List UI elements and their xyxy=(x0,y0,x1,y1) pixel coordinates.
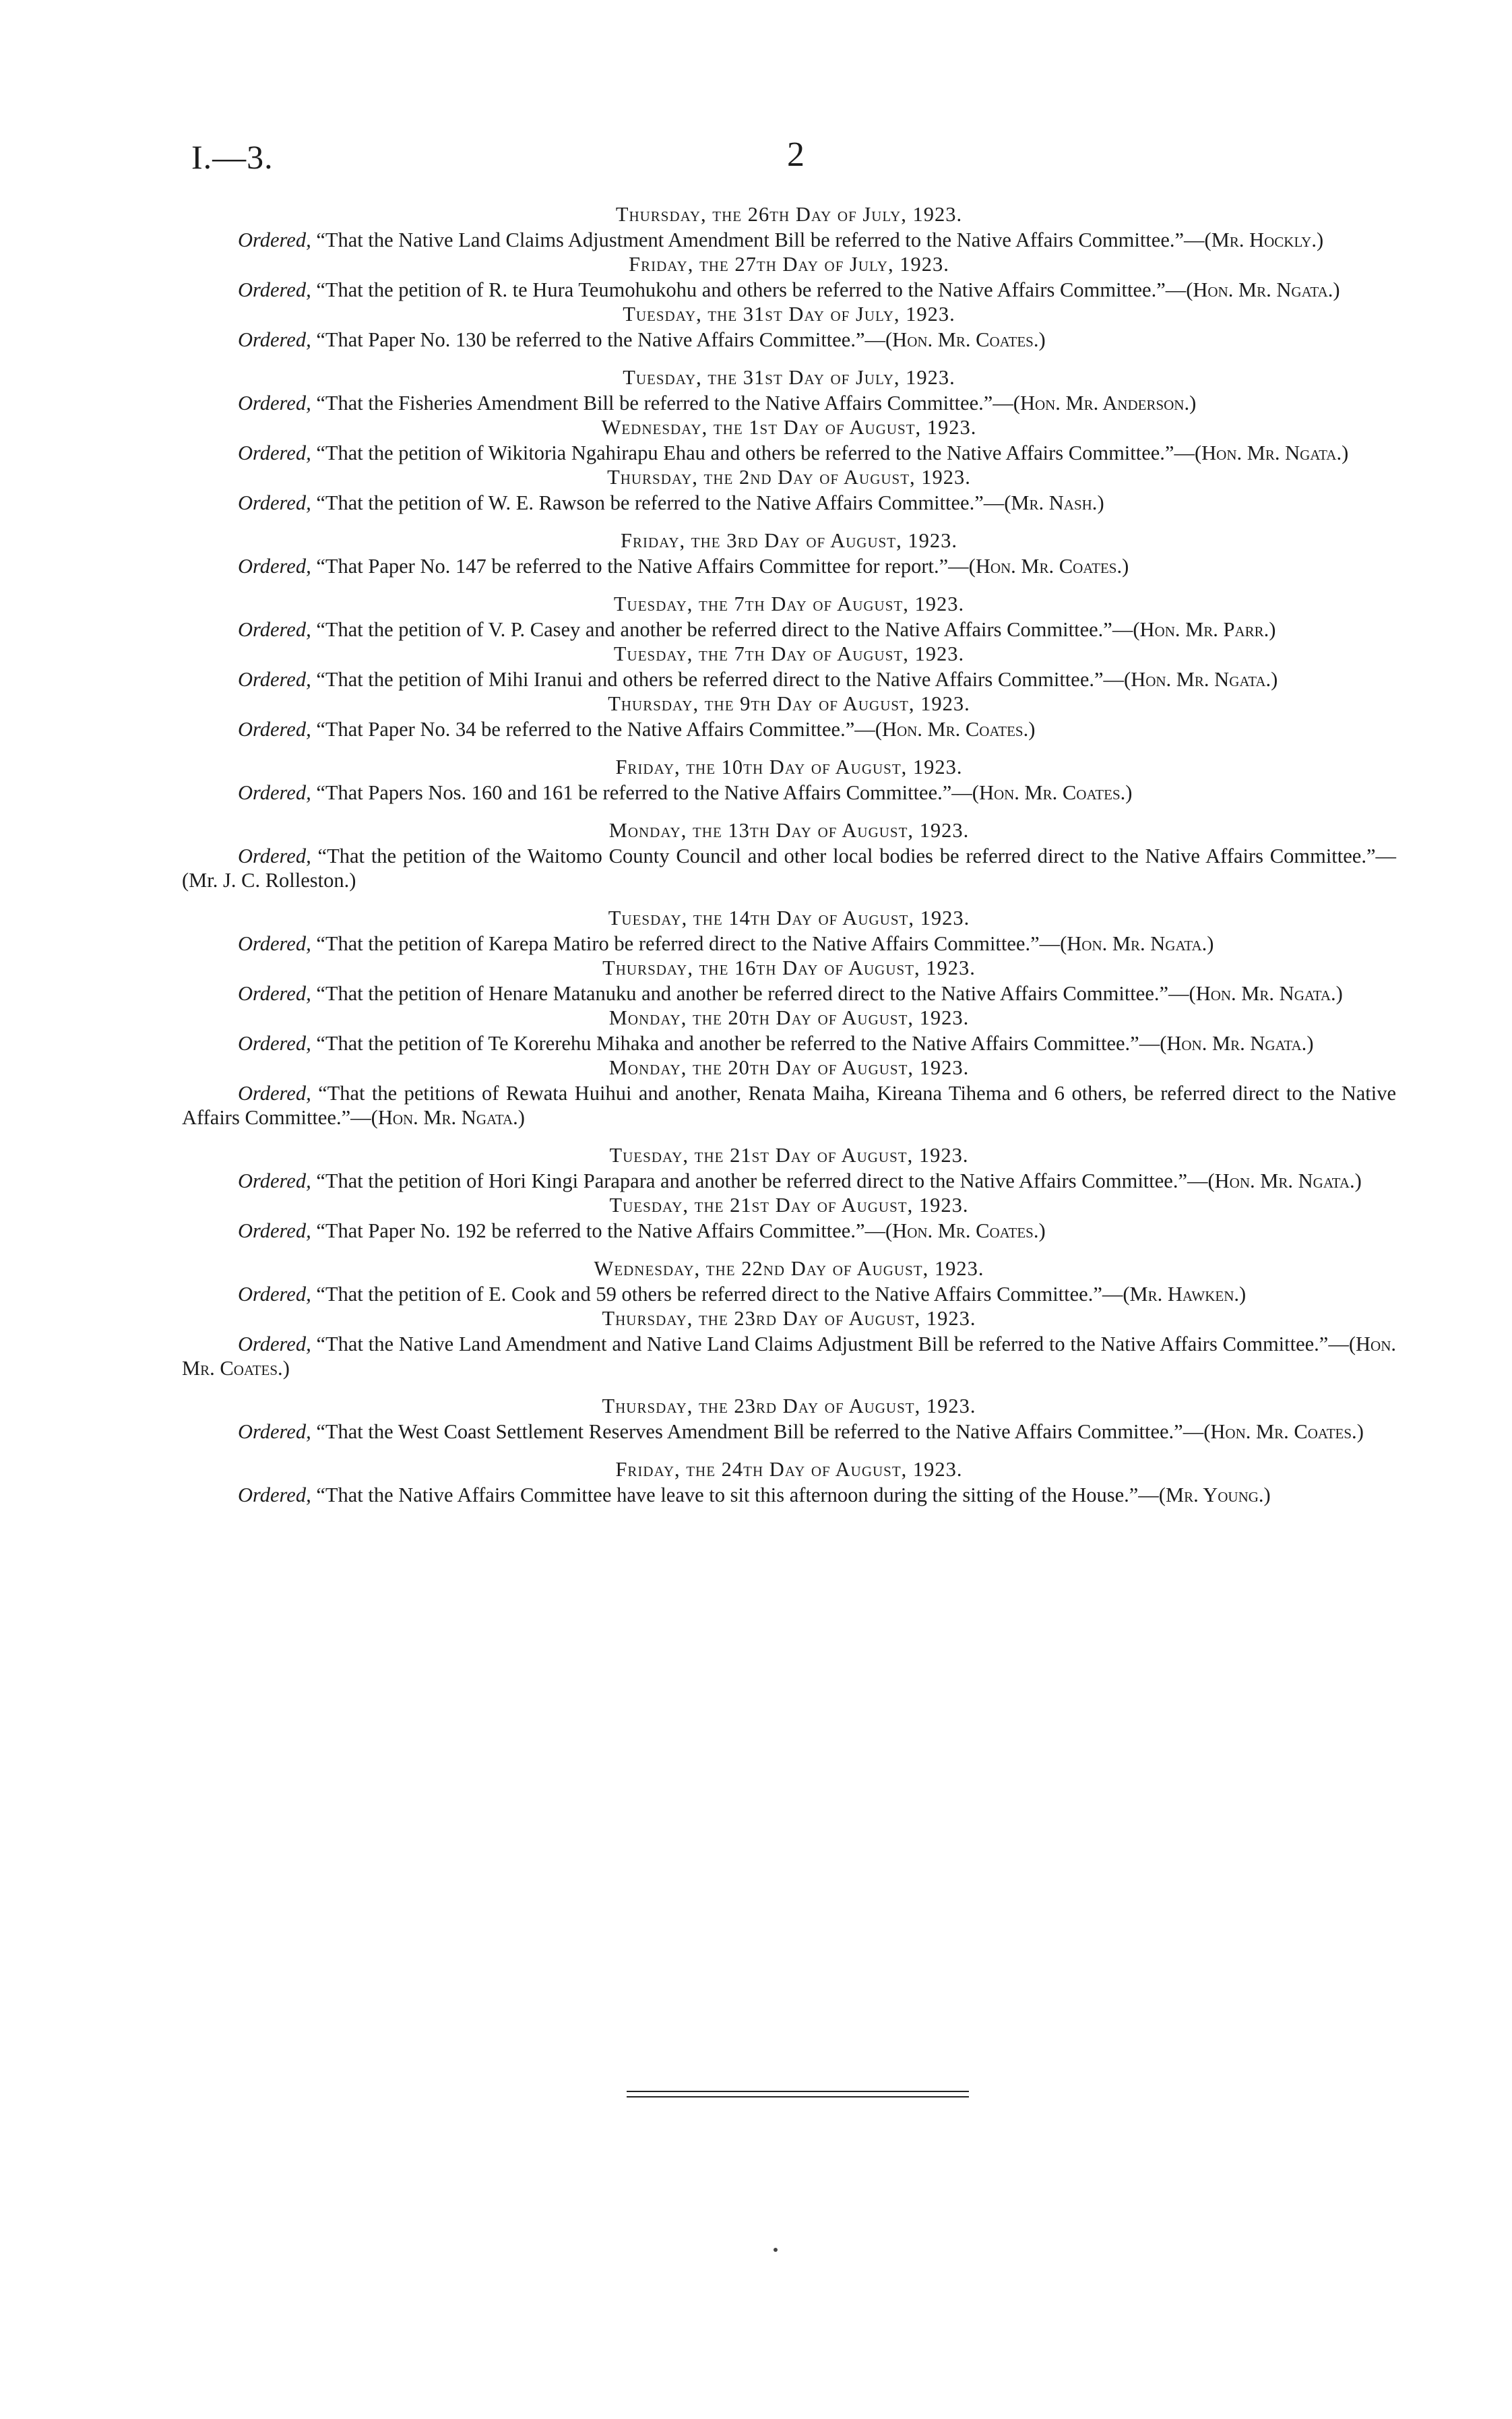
ordered-label: Ordered, xyxy=(238,328,311,351)
order-entry xyxy=(182,956,1396,1006)
closing-paren: ) xyxy=(1356,1420,1364,1443)
mover-name: Hon. Mr. Coates. xyxy=(978,781,1126,804)
ordered-label: Ordered, xyxy=(238,1483,311,1506)
mover-name: Hon. Mr. Anderson. xyxy=(1019,392,1190,415)
entry-date: Tuesday, the 7th Day of August, 1923. xyxy=(613,592,965,615)
entry-date: Friday, the 24th Day of August, 1923. xyxy=(615,1458,963,1481)
entry-date: Wednesday, the 1st Day of August, 1923. xyxy=(601,416,977,439)
entry-date: Friday, the 3rd Day of August, 1923. xyxy=(620,529,958,552)
order-entry xyxy=(182,1193,1396,1243)
order-body: “That the petition of Mihi Iranui and others be referred direct to the Native Affairs Committee.”—( xyxy=(311,668,1131,691)
order-body: “That Papers Nos. 160 and 161 be referred to the Native Affairs Committee.”—( xyxy=(311,781,979,804)
entry-text xyxy=(182,780,1396,805)
order-entry xyxy=(182,755,1396,805)
entry-text xyxy=(182,491,1396,515)
mover-name: Hon. Mr. Coates. xyxy=(892,1219,1039,1242)
order-body: “That the petition of R. te Hura Teumohukohu and others be referred to the Native Affairs Committee.”—( xyxy=(311,278,1193,301)
mover-name: Hon. Mr. Coates. xyxy=(1210,1420,1357,1443)
mover-name: Hon. Mr. Ngata. xyxy=(1195,982,1336,1005)
order-body: “That the petition of W. E. Rawson be referred to the Native Affairs Committee.”—( xyxy=(311,491,1011,514)
order-body: “That the petition of Karepa Matiro be referred direct to the Native Affairs Committee.”—( xyxy=(311,932,1067,955)
entry-text xyxy=(182,1031,1396,1055)
order-body: “That the petition of V. P. Casey and another be referred direct to the Native Affairs Committee.”—( xyxy=(311,618,1140,641)
ordered-label: Ordered, xyxy=(238,392,311,415)
mover-name: Mr. Nash. xyxy=(1011,491,1098,514)
order-entry xyxy=(182,1457,1396,1507)
entry-date: Monday, the 20th Day of August, 1923. xyxy=(608,1006,970,1029)
entry-text xyxy=(182,1483,1396,1507)
order-body: “That the petition of Henare Matanuku and another be referred direct to the Native Affairs Committee.”—( xyxy=(311,982,1196,1005)
order-entry xyxy=(182,1256,1396,1306)
mover-name: Hon. Mr. Ngata. xyxy=(1166,1032,1307,1055)
mover-name: Hon. Mr. Ngata. xyxy=(1131,668,1271,691)
page-number: 2 xyxy=(787,135,805,174)
order-entry xyxy=(182,1055,1396,1130)
ordered-label: Ordered, xyxy=(238,932,311,955)
order-entry xyxy=(182,1143,1396,1193)
ordered-label: Ordered, xyxy=(238,845,311,867)
entry-date: Friday, the 27th Day of July, 1923. xyxy=(629,253,949,276)
ordered-label: Ordered, xyxy=(238,491,311,514)
mover-name: Hon. Mr. Parr. xyxy=(1139,618,1269,641)
order-entry xyxy=(182,1394,1396,1444)
closing-paren: ) xyxy=(1097,491,1104,514)
end-rule xyxy=(627,2091,969,2098)
order-body: “That Paper No. 147 be referred to the Native Affairs Committee for report.”—( xyxy=(311,555,976,578)
order-entry xyxy=(182,1006,1396,1055)
ordered-label: Ordered, xyxy=(238,618,311,641)
mover-name: Mr. Hawken. xyxy=(1129,1283,1240,1306)
entry-date: Thursday, the 23rd Day of August, 1923. xyxy=(602,1307,976,1330)
closing-paren: ) xyxy=(1306,1032,1314,1055)
entry-date: Friday, the 10th Day of August, 1923. xyxy=(615,756,963,778)
entry-text xyxy=(182,391,1396,415)
entry-text xyxy=(182,981,1396,1006)
entry-date: Tuesday, the 21st Day of August, 1923. xyxy=(609,1144,969,1167)
entry-text xyxy=(182,1419,1396,1444)
entry-date: Thursday, the 2nd Day of August, 1923. xyxy=(607,466,971,489)
entry-date: Thursday, the 26th Day of July, 1923. xyxy=(615,203,963,226)
closing-paren: ) xyxy=(1207,932,1214,955)
closing-paren: ) xyxy=(1271,668,1278,691)
closing-paren: ) xyxy=(1316,228,1324,251)
order-list xyxy=(182,202,1396,1507)
mover-name: Hon. Mr. Ngata. xyxy=(1067,932,1207,955)
closing-paren: ) xyxy=(1263,1483,1271,1506)
order-entry xyxy=(182,465,1396,515)
page-reference: I.—3. xyxy=(191,138,274,176)
closing-paren: ) xyxy=(1239,1283,1247,1306)
mover-name: Hon. Mr. Ngata. xyxy=(1201,441,1342,464)
order-entry xyxy=(182,528,1396,578)
order-entry xyxy=(182,642,1396,692)
closing-paren: ) xyxy=(1333,278,1340,301)
mover-name: Hon. Mr. Coates. xyxy=(975,555,1123,578)
mover-name: Mr. Young. xyxy=(1165,1483,1264,1506)
ordered-label: Ordered, xyxy=(238,781,311,804)
ordered-label: Ordered, xyxy=(238,441,311,464)
order-entry xyxy=(182,302,1396,352)
order-body: “That the petition of E. Cook and 59 others be referred direct to the Native Affairs Committee.”—( xyxy=(311,1283,1130,1306)
entry-text xyxy=(182,554,1396,578)
order-body: “That the petition of the Waitomo County Council and other local bodies be referred direct to the Native Affairs Committee.”—(Mr. J. C. Rolleston.) xyxy=(182,845,1396,892)
entry-date: Wednesday, the 22nd Day of August, 1923. xyxy=(594,1257,984,1280)
entry-text xyxy=(182,717,1396,741)
closing-paren: ) xyxy=(1038,328,1046,351)
entry-date: Tuesday, the 7th Day of August, 1923. xyxy=(613,642,965,665)
order-body: “That the petitions of Rewata Huihui and another, Renata Maiha, Kireana Tihema and 6 others, be referred direct to the Native Affairs Committee.”—( xyxy=(182,1082,1396,1129)
order-entry xyxy=(182,1306,1396,1380)
entry-text xyxy=(182,1081,1396,1130)
mover-name: Hon. Mr. Ngata. xyxy=(1214,1169,1355,1192)
order-body: “That the Fisheries Amendment Bill be referred to the Native Affairs Committee.”—( xyxy=(311,392,1020,415)
ordered-label: Ordered, xyxy=(238,1082,311,1105)
closing-paren: ) xyxy=(1122,555,1129,578)
order-entry xyxy=(182,365,1396,415)
order-entry xyxy=(182,415,1396,465)
entry-date: Thursday, the 9th Day of August, 1923. xyxy=(608,692,970,715)
ordered-label: Ordered, xyxy=(238,228,311,251)
order-body: “That the petition of Wikitoria Ngahirapu Ehau and others be referred to the Native Affairs Committee.”—( xyxy=(311,441,1202,464)
entry-text xyxy=(182,931,1396,956)
mover-name: Mr. Hockly. xyxy=(1211,228,1317,251)
order-body: “That Paper No. 34 be referred to the Native Affairs Committee.”—( xyxy=(311,718,882,741)
ordered-label: Ordered, xyxy=(238,1420,311,1443)
entry-date: Thursday, the 23rd Day of August, 1923. xyxy=(602,1395,976,1417)
closing-paren: ) xyxy=(1028,718,1036,741)
ordered-label: Ordered, xyxy=(238,718,311,741)
order-body: “That the petition of Te Korerehu Mihaka and another be referred to the Native Affairs Committee.”—( xyxy=(311,1032,1167,1055)
order-entry xyxy=(182,202,1396,252)
entry-date: Monday, the 13th Day of August, 1923. xyxy=(608,819,970,842)
closing-paren: ) xyxy=(1125,781,1133,804)
ordered-label: Ordered, xyxy=(238,278,311,301)
order-body: “That the Native Land Claims Adjustment Amendment Bill be referred to the Native Affairs Committee.”—( xyxy=(311,228,1211,251)
ordered-label: Ordered, xyxy=(238,982,311,1005)
entry-text xyxy=(182,441,1396,465)
closing-paren: ) xyxy=(1342,441,1349,464)
entry-text xyxy=(182,328,1396,352)
order-body: “That the West Coast Settlement Reserves Amendment Bill be referred to the Native Affairs Committee.”—( xyxy=(311,1420,1211,1443)
ordered-label: Ordered, xyxy=(238,1283,311,1306)
order-entry xyxy=(182,692,1396,741)
mover-name: Hon. Mr. Ngata. xyxy=(1193,278,1333,301)
ordered-label: Ordered, xyxy=(238,1169,311,1192)
closing-paren: ) xyxy=(1335,982,1343,1005)
order-body: “That the petition of Hori Kingi Parapara and another be referred direct to the Native Affairs Committee.”—( xyxy=(311,1169,1215,1192)
ordered-label: Ordered, xyxy=(238,1032,311,1055)
ordered-label: Ordered, xyxy=(238,668,311,691)
closing-paren: ) xyxy=(282,1357,290,1380)
closing-paren: ) xyxy=(1269,618,1276,641)
mover-name: Hon. Mr. Ngata. xyxy=(377,1106,518,1129)
entry-text xyxy=(182,1219,1396,1243)
entry-date: Tuesday, the 14th Day of August, 1923. xyxy=(608,907,970,929)
closing-paren: ) xyxy=(1354,1169,1362,1192)
entry-text xyxy=(182,1282,1396,1306)
order-entry xyxy=(182,906,1396,956)
order-entry xyxy=(182,818,1396,892)
closing-paren: ) xyxy=(1038,1219,1046,1242)
entry-text xyxy=(182,228,1396,252)
mover-name: Hon. Mr. Coates. xyxy=(881,718,1029,741)
entry-date: Tuesday, the 31st Day of July, 1923. xyxy=(623,366,955,389)
order-body: “That the Native Land Amendment and Native Land Claims Adjustment Bill be referred to the Native Affairs Committee.”—( xyxy=(311,1333,1356,1355)
entry-date: Tuesday, the 21st Day of August, 1923. xyxy=(609,1194,969,1217)
order-body: “That Paper No. 192 be referred to the Native Affairs Committee.”—( xyxy=(311,1219,893,1242)
entry-text xyxy=(182,278,1396,302)
entry-text xyxy=(182,617,1396,642)
order-entry xyxy=(182,592,1396,642)
closing-paren: ) xyxy=(1189,392,1197,415)
ordered-label: Ordered, xyxy=(238,1219,311,1242)
mover-name: Hon. Mr. Coates. xyxy=(892,328,1039,351)
entry-text xyxy=(182,667,1396,692)
entry-date: Thursday, the 16th Day of August, 1923. xyxy=(602,956,976,979)
order-entry xyxy=(182,252,1396,302)
entry-text xyxy=(182,844,1396,892)
ordered-label: Ordered, xyxy=(238,555,311,578)
order-body: “That the Native Affairs Committee have leave to sit this afternoon during the sitting of the House.”—( xyxy=(311,1483,1166,1506)
order-body: “That Paper No. 130 be referred to the Native Affairs Committee.”—( xyxy=(311,328,893,351)
speck xyxy=(774,2248,778,2252)
ordered-label: Ordered, xyxy=(238,1333,311,1355)
closing-paren: ) xyxy=(517,1106,525,1129)
entry-text xyxy=(182,1332,1396,1380)
entry-date: Monday, the 20th Day of August, 1923. xyxy=(608,1056,970,1079)
entry-text xyxy=(182,1169,1396,1193)
entry-date: Tuesday, the 31st Day of July, 1923. xyxy=(623,303,955,326)
mover-name: Hon. Mr. Coates. xyxy=(182,1333,1396,1380)
